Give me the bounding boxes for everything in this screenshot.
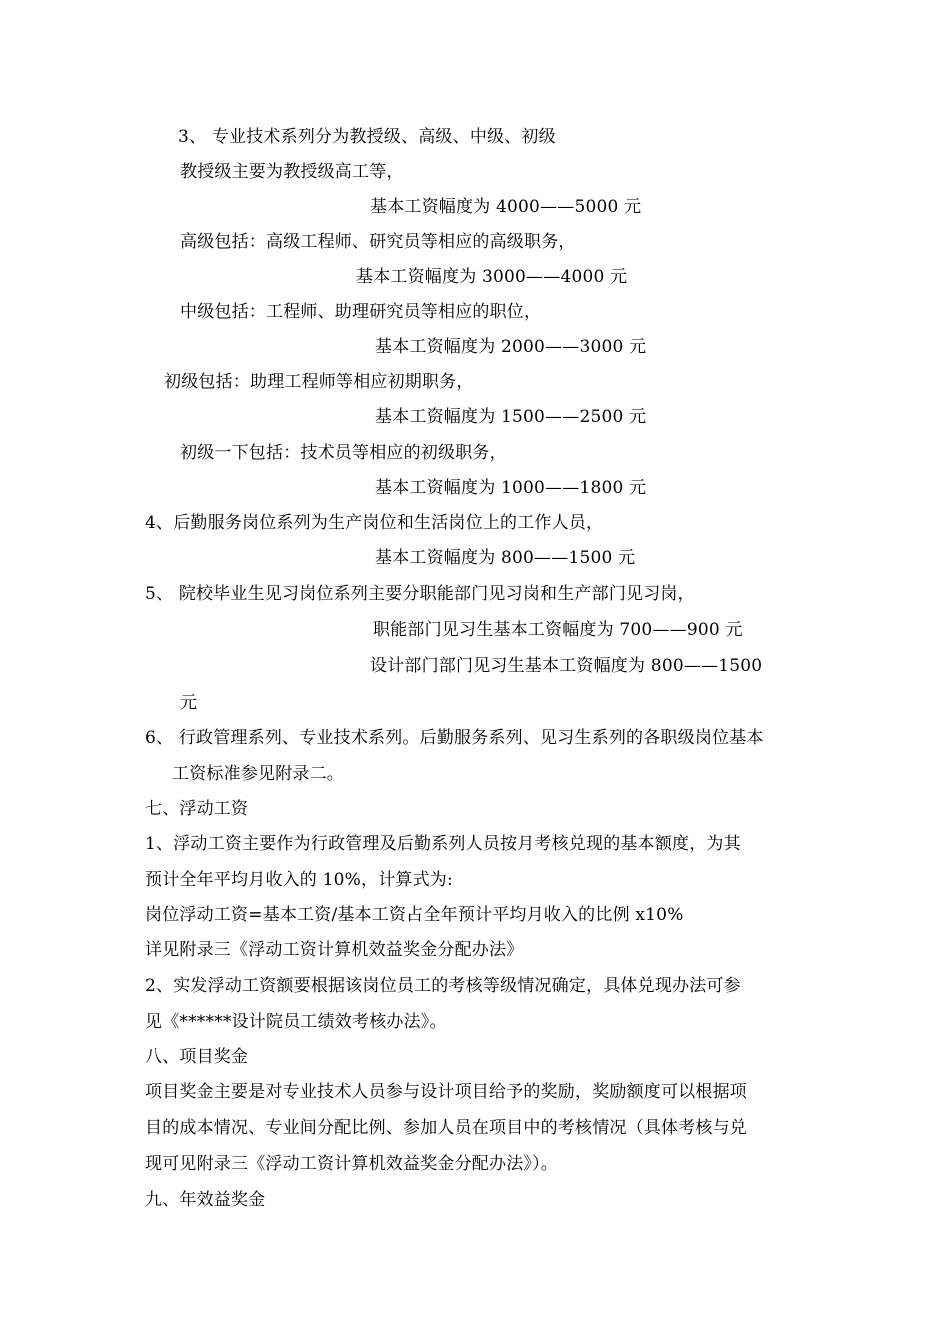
- text-line: 职能部门见习生基本工资幅度为 700——900 元: [373, 620, 743, 640]
- text-line: 基本工资幅度为 1500——2500 元: [375, 407, 647, 427]
- text-line: 基本工资幅度为 2000——3000 元: [375, 337, 647, 357]
- text-line: 初级一下包括：技术员等相应的初级职务，: [180, 443, 507, 463]
- text-line: 基本工资幅度为 4000——5000 元: [370, 197, 642, 217]
- section-heading: 九、年效益奖金: [145, 1190, 266, 1210]
- text-line: 初级包括：助理工程师等相应初期职务，: [164, 372, 474, 392]
- text-line: 基本工资幅度为 3000——4000 元: [356, 267, 628, 287]
- text-line: 项目奖金主要是对专业技术人员参与设计项目给予的奖励，奖励额度可以根据项: [145, 1082, 747, 1102]
- text-line: 基本工资幅度为 800——1500 元: [375, 548, 636, 568]
- text-line: 岗位浮动工资=基本工资/基本工资占全年预计平均月收入的比例 x10%: [145, 905, 684, 925]
- text-line: 教授级主要为教授级高工等，: [180, 162, 404, 182]
- text-line: 工资标准参见附录二。: [172, 764, 344, 784]
- text-line: 4、后勤服务岗位系列为生产岗位和生活岗位上的工作人员，: [145, 513, 604, 533]
- text-line: 5、 院校毕业生见习岗位系列主要分职能部门见习岗和生产部门见习岗，: [145, 584, 695, 604]
- text-line: 详见附录三《浮动工资计算机效益奖金分配办法》: [145, 940, 524, 960]
- text-line: 见《******设计院员工绩效考核办法》。: [145, 1012, 447, 1032]
- text-line: 高级包括：高级工程师、研究员等相应的高级职务，: [180, 232, 576, 252]
- text-line: 目的成本情况、专业间分配比例、参加人员在项目中的考核情况（具体考核与兑: [145, 1118, 747, 1138]
- text-line: 元: [180, 693, 198, 713]
- text-line: 中级包括：工程师、助理研究员等相应的职位，: [180, 302, 542, 322]
- section-heading: 七、浮动工资: [145, 799, 249, 819]
- text-line: 基本工资幅度为 1000——1800 元: [375, 478, 647, 498]
- section-heading: 八、项目奖金: [145, 1047, 249, 1067]
- text-line: 6、 行政管理系列、专业技术系列。后勤服务系列、见习生系列的各职级岗位基本: [145, 728, 764, 748]
- text-line: 2、实发浮动工资额要根据该岗位员工的考核等级情况确定，具体兑现办法可参: [145, 976, 741, 996]
- text-line: 1、浮动工资主要作为行政管理及后勤系列人员按月考核兑现的基本额度，为其: [145, 834, 741, 854]
- text-line: 预计全年平均月收入的 10%，计算式为:: [145, 870, 453, 890]
- text-line: 设计部门部门见习生基本工资幅度为 800——1500: [370, 656, 763, 676]
- text-line: 现可见附录三《浮动工资计算机效益奖金分配办法》）。: [145, 1154, 558, 1174]
- text-line: 3、 专业技术系列分为教授级、高级、中级、初级: [178, 127, 556, 147]
